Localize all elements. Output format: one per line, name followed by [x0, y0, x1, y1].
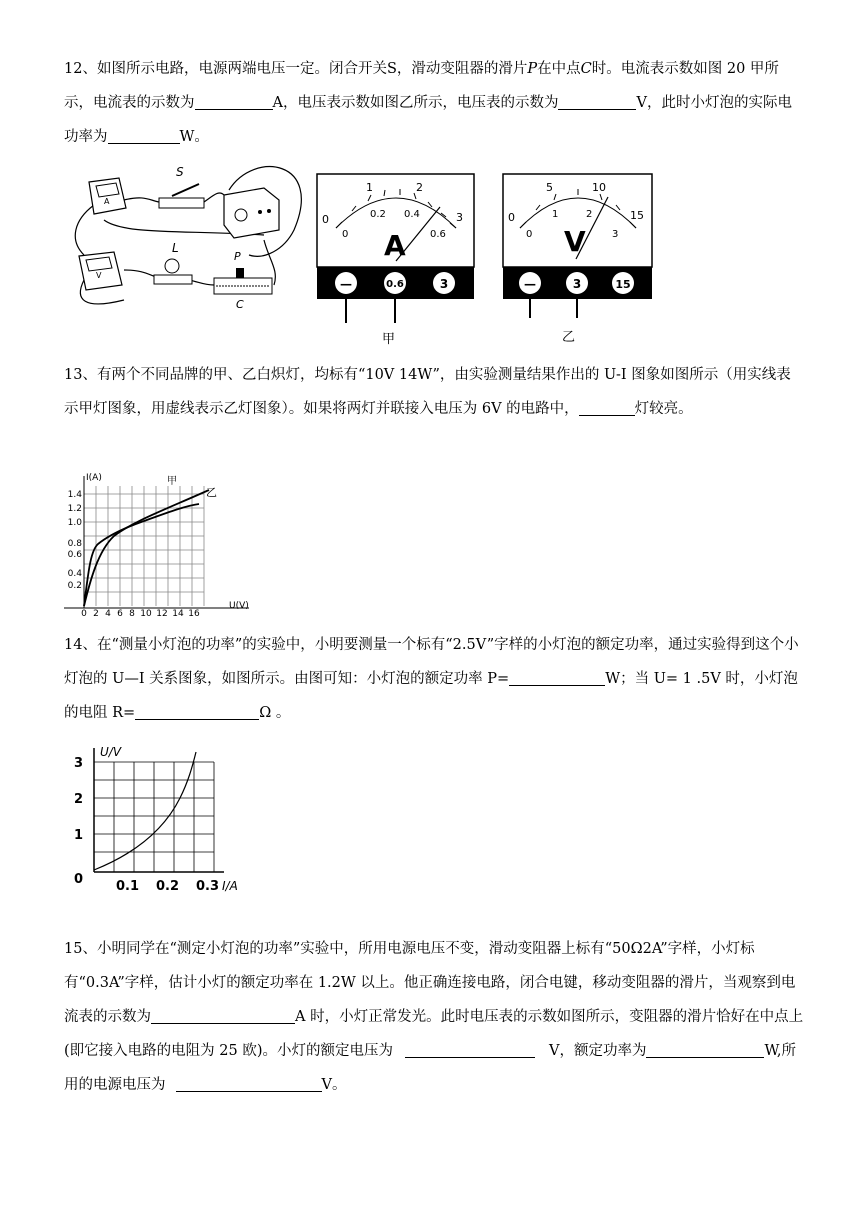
svg-text:0.4: 0.4 — [404, 209, 420, 220]
svg-text:V: V — [564, 225, 586, 258]
rheostat-device — [214, 250, 272, 311]
svg-text:I(A): I(A) — [86, 473, 102, 483]
q13-ui-graph — [64, 466, 264, 616]
ammeter-caption: 甲 — [382, 332, 396, 347]
svg-text:5: 5 — [546, 181, 553, 194]
ammeter-terminal-3 — [433, 272, 455, 294]
answer-blank-normal-current[interactable] — [151, 1005, 295, 1024]
svg-text:A: A — [104, 197, 110, 206]
svg-text:V: V — [96, 271, 102, 280]
svg-text:2: 2 — [74, 792, 84, 807]
svg-text:12: 12 — [156, 609, 168, 616]
power-supply-device — [224, 188, 279, 238]
svg-text:2: 2 — [586, 209, 593, 220]
svg-text:L: L — [172, 241, 179, 255]
svg-text:P: P — [234, 250, 241, 263]
answer-blank-power[interactable] — [108, 125, 180, 144]
voltmeter-terminal-3 — [566, 272, 588, 294]
svg-text:U/V: U/V — [100, 745, 122, 759]
ammeter-terminal-negative — [335, 272, 357, 294]
svg-text:3: 3 — [439, 277, 449, 291]
svg-text:8: 8 — [129, 609, 135, 616]
svg-text:10: 10 — [140, 609, 152, 616]
svg-text:0.6: 0.6 — [430, 229, 446, 240]
svg-text:2: 2 — [416, 181, 423, 194]
answer-blank-rated-power-15[interactable] — [646, 1039, 764, 1058]
voltmeter-device — [79, 252, 122, 290]
svg-text:0: 0 — [81, 609, 87, 616]
answer-blank-rated-power[interactable] — [509, 667, 605, 686]
svg-text:0: 0 — [526, 229, 533, 240]
question-15-text: 15、小明同学在“测定小灯泡的功率”实验中，所用电源电压不变，滑动变阻器上标有“50Ω2A”字样，小灯标有“0.3A”字样，估计小灯的额定功率在 1.2W 以上。他正确连接电路，闭合电键，移动变阻器的滑片，当观察到电流表的示数为 A 时，小灯正常发光。此时电压表的示数如图所示，变阻器的滑片恰好在中点上(即它接入电路的电阻为 25 欧)。小灯的额定电压为 V，额定功率为 W,所用的电源电压为 V。 — [64, 941, 804, 1093]
svg-text:3: 3 — [74, 756, 84, 771]
voltmeter-dial — [502, 173, 654, 318]
svg-text:乙: 乙 — [206, 486, 217, 499]
svg-text:1.0: 1.0 — [67, 518, 82, 528]
svg-text:0: 0 — [508, 211, 515, 224]
svg-text:1: 1 — [552, 209, 559, 220]
curve-dashed — [84, 490, 209, 606]
voltmeter-terminal-15 — [612, 272, 634, 294]
svg-text:I/A: I/A — [222, 879, 238, 893]
svg-text:4: 4 — [105, 609, 111, 616]
svg-text:0.4: 0.4 — [67, 569, 82, 579]
lamp-device — [154, 241, 192, 284]
svg-text:15: 15 — [615, 278, 631, 291]
svg-text:0.2: 0.2 — [67, 581, 82, 591]
svg-text:0.8: 0.8 — [67, 539, 82, 549]
svg-text:0.6: 0.6 — [67, 550, 82, 560]
voltmeter-terminal-negative — [519, 272, 541, 294]
svg-text:2: 2 — [93, 609, 99, 616]
svg-text:0.2: 0.2 — [370, 209, 386, 220]
ammeter-terminal-0-6 — [384, 272, 406, 294]
svg-text:1.4: 1.4 — [67, 490, 82, 500]
svg-text:10: 10 — [592, 181, 606, 194]
svg-text:6: 6 — [117, 609, 123, 616]
svg-text:14: 14 — [172, 609, 184, 616]
answer-blank-supply-voltage[interactable] — [176, 1073, 322, 1092]
answer-blank-brighter-lamp[interactable] — [579, 397, 635, 416]
voltmeter-caption: 乙 — [562, 330, 576, 345]
ammeter-dial — [316, 173, 476, 323]
q14-ui-graph — [64, 742, 254, 894]
answer-blank-resistance[interactable] — [135, 701, 259, 720]
svg-text:0.2: 0.2 — [156, 879, 180, 894]
answer-blank-current[interactable] — [195, 91, 273, 110]
ammeter-device — [89, 178, 126, 214]
svg-text:0: 0 — [74, 872, 84, 887]
question-12-text: 12、如图所示电路，电源两端电压一定。闭合开关S，滑动变阻器的滑片P在中点C时。电流表示数如图 20 甲所示，电流表的示数为 A，电压表示数如图乙所示，电压表的示数为 V，此时小灯泡的实际电功率为 W。 — [64, 61, 792, 145]
svg-text:0: 0 — [322, 213, 329, 226]
svg-text:0.1: 0.1 — [116, 879, 140, 894]
svg-text:—: — — [524, 277, 536, 291]
svg-text:U(V): U(V) — [229, 601, 249, 611]
svg-text:0.3: 0.3 — [196, 879, 220, 894]
answer-blank-voltage[interactable] — [558, 91, 636, 110]
svg-text:S: S — [176, 165, 184, 179]
svg-text:A: A — [384, 229, 406, 262]
answer-blank-rated-voltage[interactable] — [405, 1039, 535, 1058]
svg-text:3: 3 — [572, 277, 582, 291]
svg-text:C: C — [236, 298, 244, 311]
svg-text:0: 0 — [342, 229, 349, 240]
svg-text:1: 1 — [366, 181, 373, 194]
question-13-text: 13、有两个不同品牌的甲、乙白炽灯，均标有“10V 14W”，由实验测量结果作出的 U-I 图象如图所示（用实线表示甲灯图象，用虚线表示乙灯图象）。如果将两灯并联接入电压为 6V 的电路中， 灯较亮。 — [64, 367, 791, 417]
svg-text:甲: 甲 — [167, 476, 177, 487]
switch-device — [159, 165, 204, 208]
svg-text:1: 1 — [74, 828, 84, 843]
svg-text:3: 3 — [456, 211, 463, 224]
svg-text:16: 16 — [188, 609, 200, 616]
svg-text:15: 15 — [630, 209, 644, 222]
circuit-diagram — [64, 160, 314, 315]
svg-text:—: — — [340, 277, 352, 291]
question-14-text: 14、在“测量小灯泡的功率”的实验中，小明要测量一个标有“2.5V”字样的小灯泡的额定功率，通过实验得到这个小灯泡的 U—I 关系图象，如图所示。由图可知：小灯泡的额定功率 P= W；当 U= 1 .5V 时，小灯泡的电阻 R= Ω 。 — [64, 637, 799, 721]
svg-text:3: 3 — [612, 229, 619, 240]
svg-text:0.6: 0.6 — [386, 279, 404, 290]
svg-text:1.2: 1.2 — [67, 504, 82, 514]
